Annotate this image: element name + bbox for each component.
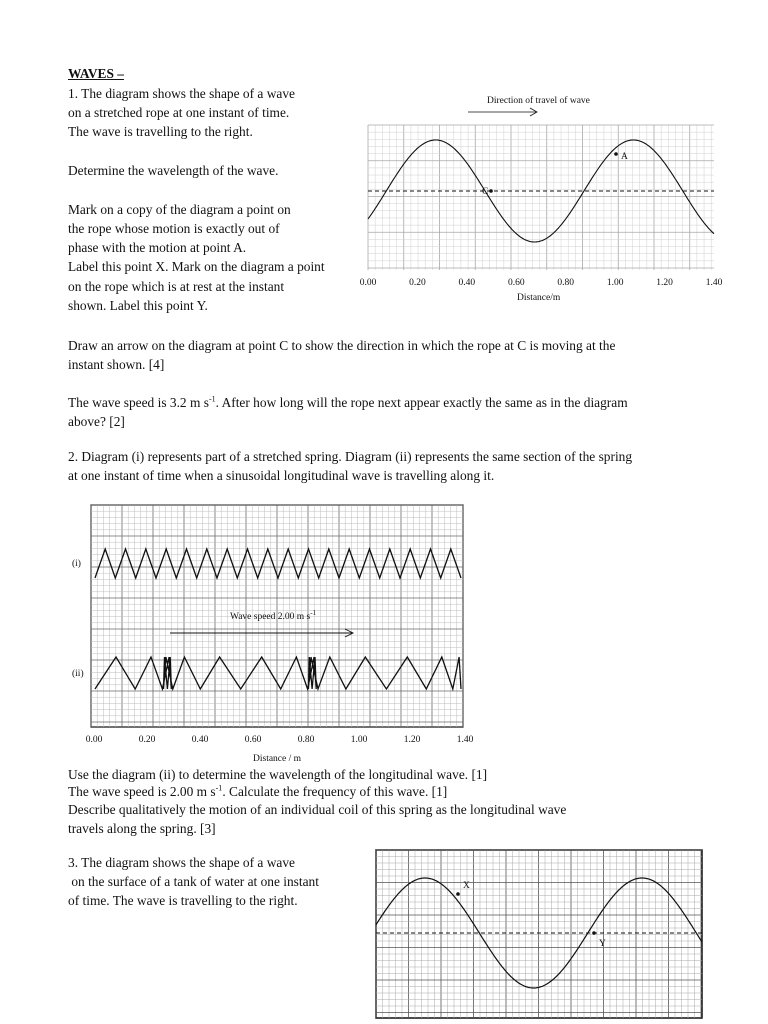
q1-speed-prompt: above? [2] [68,414,125,429]
q3-point-x-marker [456,892,460,896]
q1-point-c-label: C [482,187,489,197]
q1-line: the rope whose motion is exactly out of [68,221,280,236]
q1-x-axis-label: Distance/m [517,293,561,303]
q3-point-y-label: Y [599,939,606,949]
q2-line: 2. Diagram (i) represents part of a stretched spring. Diagram (ii) represents the same section of the spring [68,449,633,464]
x-tick-label: 0.80 [297,735,315,745]
q1-speed-prompt: The wave speed is 3.2 m $s^{-1}$. After how long will the rope next appear exactly the same as in the diagram [68,394,628,410]
x-tick-label: 0.20 [138,735,156,745]
x-tick-label: 0.80 [557,278,575,288]
x-tick-label: 1.00 [350,735,368,745]
q2-x-axis-label: Distance / m [253,754,302,764]
q3-line: on the surface of a tank of water at one instant [68,874,319,889]
q1-line: The wave is travelling to the right. [68,124,253,139]
q1-point-a-label: A [621,152,628,162]
q1-wavelength-prompt: Determine the wavelength of the wave. [68,163,279,178]
q2-label-ii: (ii) [72,669,84,679]
x-tick-label: 1.40 [456,735,474,745]
q3-line: 3. The diagram shows the shape of a wave [68,855,295,870]
q2-wavelength-prompt: Use the diagram (ii) to determine the wavelength of the longitudinal wave. [1] [68,767,488,782]
q2-frequency-prompt: The wave speed is 2.00 m $s^{-1}$. Calculate the frequency of this wave. [1] [68,783,448,799]
x-tick-label: 0.40 [458,278,476,288]
q3-line: of time. The wave is travelling to the right. [68,893,298,908]
x-tick-label: 0.00 [359,278,377,288]
q3-point-x-label: X [463,881,470,891]
q1-direction-label: Direction of travel of wave [487,96,590,106]
q2-speed-label: Wave speed 2.00 m $s^{-1}$ [230,609,317,622]
q2-describe-prompt: Describe qualitatively the motion of an individual coil of this spring as the longitudinal wave [68,802,567,817]
x-tick-label: 0.00 [85,735,103,745]
q3-point-y-marker [592,931,596,935]
page-title: WAVES – [68,66,124,81]
x-tick-label: 0.20 [409,278,426,288]
q1-line: phase with the motion at point A. [68,240,247,255]
q1-line: Label this point X. Mark on the diagram a point [68,259,325,274]
q2-line: at one instant of time when a sinusoidal longitudinal wave is travelling along it. [68,468,495,483]
q2-describe-prompt: travels along the spring. [3] [68,821,216,836]
q1-line: shown. Label this point Y. [68,298,208,313]
q1-line: on a stretched rope at one instant of time. [68,105,290,120]
x-tick-label: 0.60 [507,278,525,288]
q2-label-i: (i) [72,559,81,569]
q1-line: 1. The diagram shows the shape of a wave [68,86,295,101]
q1-line: on the rope which is at rest at the instant [68,279,285,294]
x-tick-label: 0.40 [191,735,209,745]
q1-arrow-prompt: instant shown. [4] [68,357,165,372]
q1-arrow-prompt: Draw an arrow on the diagram at point C to show the direction in which the rope at C is moving at the [68,338,616,353]
x-tick-label: 1.20 [656,278,673,288]
x-tick-label: 1.20 [403,735,421,745]
x-tick-label: 1.40 [705,278,723,288]
x-tick-label: 1.00 [606,278,624,288]
q1-line: Mark on a copy of the diagram a point on [68,202,291,217]
x-tick-label: 0.60 [244,735,262,745]
